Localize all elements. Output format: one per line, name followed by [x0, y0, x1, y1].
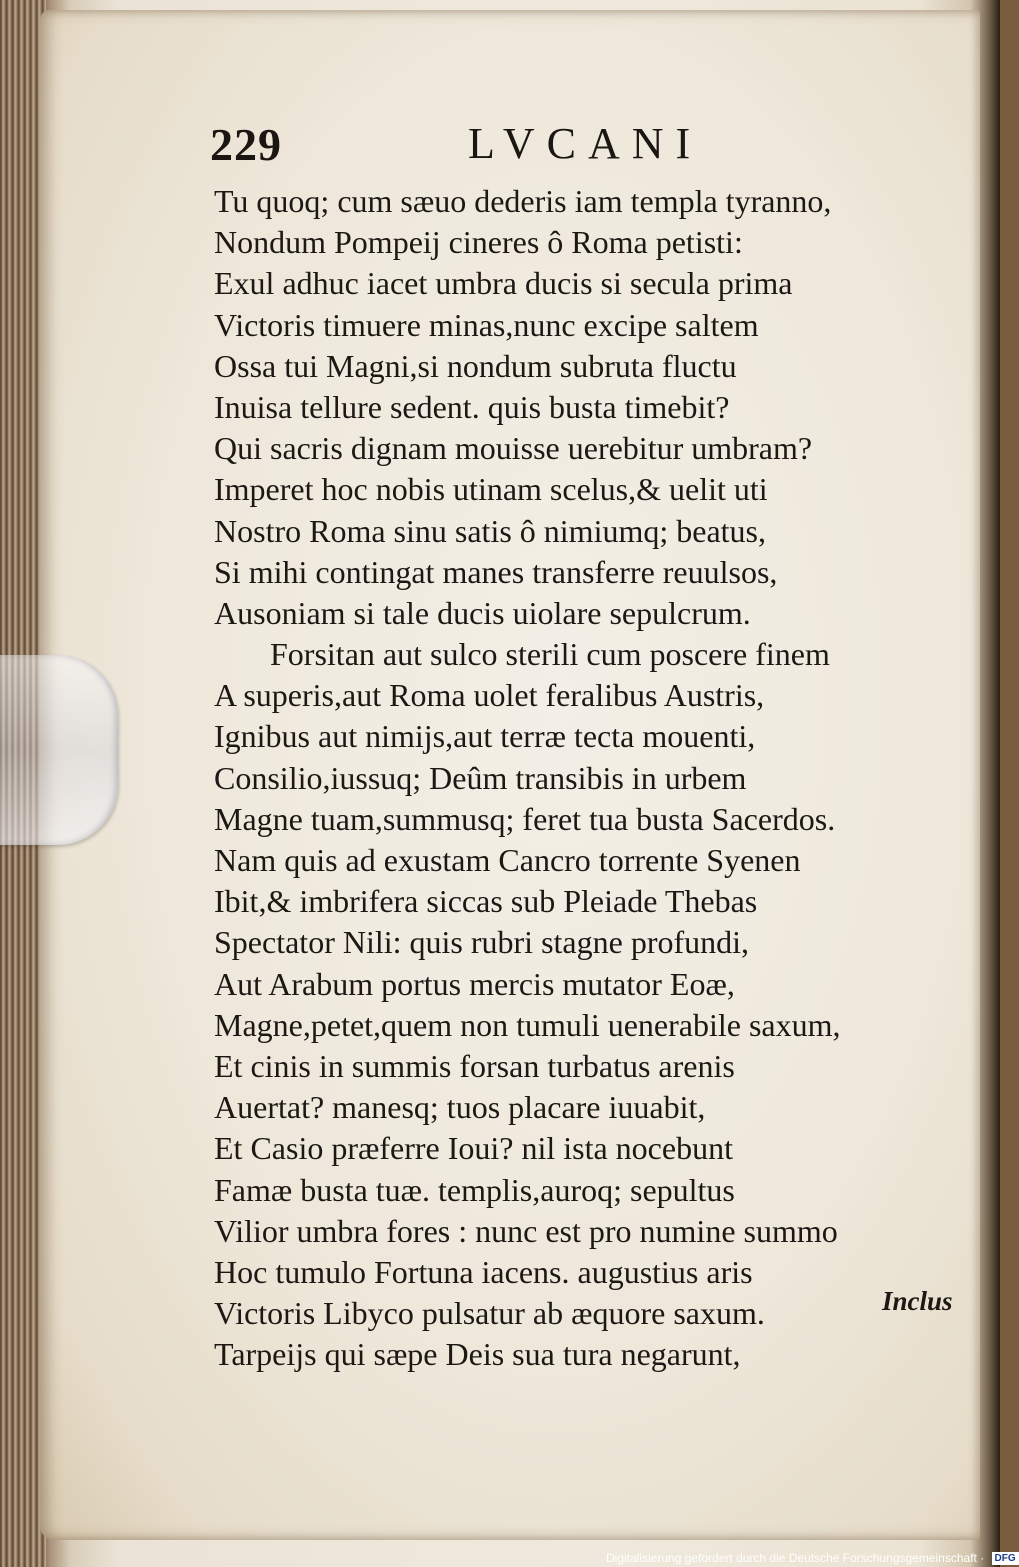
verse-line: Nam quis ad exustam Cancro torrente Syenen [214, 842, 801, 878]
verse-line: Et Casio præferre Ioui? nil ista nocebunt [214, 1130, 733, 1167]
verse-line: Ignibus aut nimijs,aut terræ tecta mouenti, [214, 718, 756, 755]
verse-line: Si mihi contingat manes transferre reuulsos, [214, 553, 778, 590]
verse-line: Consilio,iussuq; Deûm transibis in urbem [214, 759, 747, 796]
digitization-credit [606, 1550, 1019, 1567]
verse-line: Victoris Libyco pulsatur ab æquore saxum. [214, 1295, 765, 1332]
verse-line: Tu quoq; cum sæuo dederis iam templa tyranno, [214, 183, 832, 219]
verse-line: Famæ busta tuæ. templis,auroq; sepultus [214, 1171, 735, 1208]
verse-line: Ossa tui Magni,si nondum subruta fluctu [214, 347, 737, 384]
verse-text [214, 181, 974, 1375]
page-number: 229 [210, 119, 282, 170]
catchword: Inclus [882, 1286, 953, 1316]
page-header [0, 118, 1000, 178]
verse-line: Spectator Nili: quis rubri stagne profundi, [214, 924, 750, 961]
verse-line-paragraph-start: Forsitan aut sulco sterili cum poscere finem [270, 636, 830, 673]
verse-line: Ibit,& imbrifera siccas sub Pleiade Thebas [214, 883, 758, 920]
verse-line: Victoris timuere minas,nunc excipe saltem [214, 306, 759, 343]
verse-line: Tarpeijs qui sæpe Deis sua tura negarunt, [214, 1336, 741, 1373]
verse-line: Hoc tumulo Fortuna iacens. augustius aris [214, 1253, 753, 1290]
dfg-logo: DFG [992, 1552, 1019, 1565]
plastic-page-clip [0, 655, 118, 845]
credit-text: Digitalisierung gefördert durch die Deutsche Forschungsgemeinschaft · [606, 1551, 985, 1565]
verse-line: Nondum Pompeij cineres ô Roma petisti: [214, 224, 743, 261]
verse-line: Et cinis in summis forsan turbatus arenis [214, 1047, 735, 1084]
running-head: LVCANI [468, 119, 703, 168]
verse-line: Nostro Roma sinu satis ô nimiumq; beatus, [214, 512, 766, 549]
verse-line: Exul adhuc iacet umbra ducis si secula prima [214, 265, 793, 302]
verse-line: Magne tuam,summusq; feret tua busta Sacerdos. [214, 800, 836, 837]
verse-line: Auertat? manesq; tuos placare iuuabit, [214, 1089, 706, 1126]
verse-line: Magne,petet,quem non tumuli uenerabile saxum, [214, 1006, 841, 1043]
verse-line: Imperet hoc nobis utinam scelus,& uelit uti [214, 471, 768, 508]
verse-line: Qui sacris dignam mouisse uerebitur umbram? [214, 430, 813, 467]
verse-line: Ausoniam si tale ducis uiolare sepulcrum. [214, 594, 751, 631]
verse-line: Vilior umbra fores : nunc est pro numine summo [214, 1212, 838, 1249]
verse-line: A superis,aut Roma uolet feralibus Austris, [214, 677, 765, 714]
verse-line: Inuisa tellure sedent. quis busta timebit? [214, 388, 730, 425]
verse-line: Aut Arabum portus mercis mutator Eoæ, [214, 965, 735, 1002]
